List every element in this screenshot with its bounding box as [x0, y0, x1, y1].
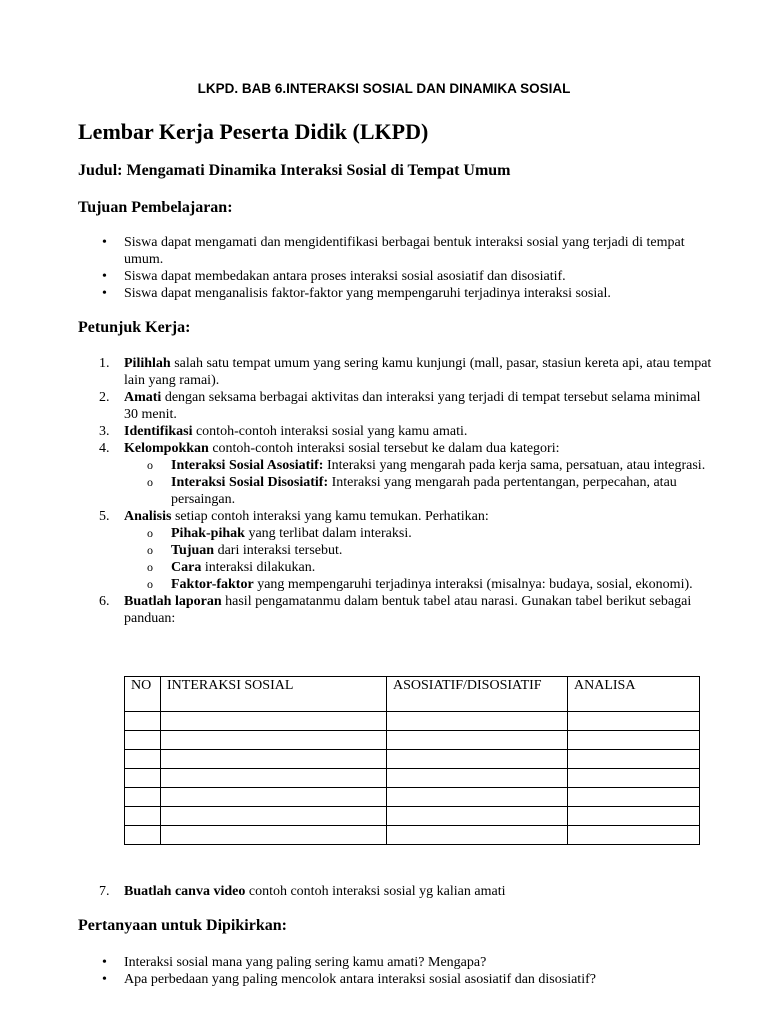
table-cell	[568, 788, 700, 807]
step-text: salah satu tempat umum yang sering kamu kunjungi (mall, pasar, stasiun kereta api, atau tempat lain yang ramai).	[124, 356, 712, 388]
step-keyword: Buatlah laporan	[124, 594, 222, 609]
table-header-row	[125, 677, 700, 712]
table-cell	[161, 807, 387, 826]
step-item	[99, 355, 714, 389]
step-number: 6.	[99, 594, 110, 609]
table-cell	[125, 788, 161, 807]
step-keyword: Identifikasi	[124, 424, 193, 439]
table-cell	[161, 712, 387, 731]
petunjuk-list	[99, 355, 714, 627]
table-cell	[125, 807, 161, 826]
step-text: dengan seksama berbagai aktivitas dan interaksi yang terjadi di tempat tersebut selama minimal 30 menit.	[124, 390, 701, 422]
sub-keyword: Interaksi Sosial Disosiatif:	[171, 475, 329, 490]
step-text: setiap contoh interaksi yang kamu temukan. Perhatikan:	[171, 509, 489, 524]
table-cell	[568, 769, 700, 788]
table-cell	[161, 769, 387, 788]
table-cell	[125, 750, 161, 769]
sub-keyword: Interaksi Sosial Asosiatif:	[171, 458, 324, 473]
document-header: LKPD. BAB 6.INTERAKSI SOSIAL DAN DINAMIKA SOSIAL	[197, 81, 571, 96]
column-header-asosiatif: ASOSIATIF/DISOSIATIF	[387, 677, 568, 712]
sub-keyword: Cara	[171, 560, 202, 575]
document-subtitle: Judul: Mengamati Dinamika Interaksi Sosial di Tempat Umum	[78, 162, 511, 179]
step-number: 1.	[99, 356, 110, 371]
step-keyword: Amati	[124, 390, 162, 405]
sub-text: dari interaksi tersebut.	[214, 543, 343, 558]
table-cell	[387, 731, 568, 750]
table-cell	[161, 788, 387, 807]
table-row	[125, 788, 700, 807]
sub-text: interaksi dilakukan.	[201, 560, 316, 575]
step-text: contoh contoh interaksi sosial yg kalian amati	[245, 884, 506, 899]
sub-keyword: Faktor-faktor	[171, 577, 254, 592]
step-item	[99, 593, 714, 627]
pertanyaan-heading: Pertanyaan untuk Dipikirkan:	[78, 917, 287, 934]
list-item: • Siswa dapat membedakan antara proses interaksi sosial asosiatif dan disosiatif.	[124, 268, 714, 285]
sub-keyword: Pihak-pihak	[171, 526, 245, 541]
tujuan-heading: Tujuan Pembelajaran:	[78, 199, 233, 216]
sub-item	[171, 474, 714, 508]
step-item	[99, 423, 714, 440]
column-header-interaksi: INTERAKSI SOSIAL	[161, 677, 387, 712]
sub-keyword: Tujuan	[171, 543, 215, 558]
table-cell	[387, 769, 568, 788]
table-cell	[568, 750, 700, 769]
sub-item	[171, 576, 714, 593]
table-cell	[125, 769, 161, 788]
table-row	[125, 769, 700, 788]
table-row	[125, 731, 700, 750]
step-number: 5.	[99, 509, 110, 524]
step-number: 7.	[99, 884, 110, 899]
table-row	[125, 712, 700, 731]
sub-item	[171, 457, 714, 474]
table-cell	[161, 731, 387, 750]
step-text: contoh-contoh interaksi sosial yang kamu amati.	[192, 424, 468, 439]
list-item: • Interaksi sosial mana yang paling sering kamu amati? Mengapa?	[124, 954, 714, 971]
column-header-no: NO	[125, 677, 161, 712]
table-cell	[125, 826, 161, 845]
sub-item	[171, 559, 714, 576]
table-cell	[387, 826, 568, 845]
tujuan-list	[124, 234, 714, 302]
step-keyword: Buatlah canva video	[124, 884, 246, 899]
step-keyword: Analisis	[124, 509, 172, 524]
step-number: 3.	[99, 424, 110, 439]
step-keyword: Pilihlah	[124, 356, 171, 371]
list-item: • Apa perbedaan yang paling mencolok antara interaksi sosial asosiatif dan disosiatif?	[124, 971, 714, 988]
document-title: Lembar Kerja Peserta Didik (LKPD)	[78, 119, 429, 144]
table-cell	[387, 807, 568, 826]
table-cell	[568, 731, 700, 750]
report-table	[124, 676, 700, 845]
table-cell	[161, 750, 387, 769]
pertanyaan-list	[124, 954, 714, 988]
table-cell	[387, 750, 568, 769]
list-item: • Siswa dapat menganalisis faktor-faktor yang mempengaruhi terjadinya interaksi sosial.	[124, 285, 714, 302]
sub-text: Interaksi yang mengarah pada pertentangan, perpecahan, atau persaingan.	[171, 475, 677, 507]
table-row	[125, 826, 700, 845]
step-item-7	[99, 883, 506, 900]
table-cell	[125, 712, 161, 731]
step-number: 2.	[99, 390, 110, 405]
sub-text: Interaksi yang mengarah pada kerja sama, persatuan, atau integrasi.	[323, 458, 706, 473]
petunjuk-heading: Petunjuk Kerja:	[78, 319, 191, 336]
step-text: contoh-contoh interaksi sosial tersebut ke dalam dua kategori:	[208, 441, 560, 456]
step-item	[99, 440, 714, 508]
table-cell	[568, 826, 700, 845]
table-cell	[387, 788, 568, 807]
table-cell	[387, 712, 568, 731]
step-item	[99, 389, 714, 423]
step4-sublist	[124, 457, 714, 508]
table-cell	[125, 731, 161, 750]
column-header-analisa: ANALISA	[568, 677, 700, 712]
table-row	[125, 807, 700, 826]
sub-text: yang terlibat dalam interaksi.	[244, 526, 412, 541]
sub-item	[171, 542, 714, 559]
table-row	[125, 750, 700, 769]
sub-item	[171, 525, 714, 542]
table-cell	[568, 712, 700, 731]
step-keyword: Kelompokkan	[124, 441, 209, 456]
table-cell	[161, 826, 387, 845]
step-text: hasil pengamatanmu dalam bentuk tabel atau narasi. Gunakan tabel berikut sebagai panduan:	[124, 594, 692, 626]
list-item: • Siswa dapat mengamati dan mengidentifikasi berbagai bentuk interaksi sosial yang terjadi di tempat umum.	[124, 234, 714, 268]
step5-sublist	[124, 525, 714, 593]
step-item	[99, 508, 714, 593]
table-cell	[568, 807, 700, 826]
step-number: 4.	[99, 441, 110, 456]
sub-text: yang mempengaruhi terjadinya interaksi (misalnya: budaya, sosial, ekonomi).	[253, 577, 693, 592]
